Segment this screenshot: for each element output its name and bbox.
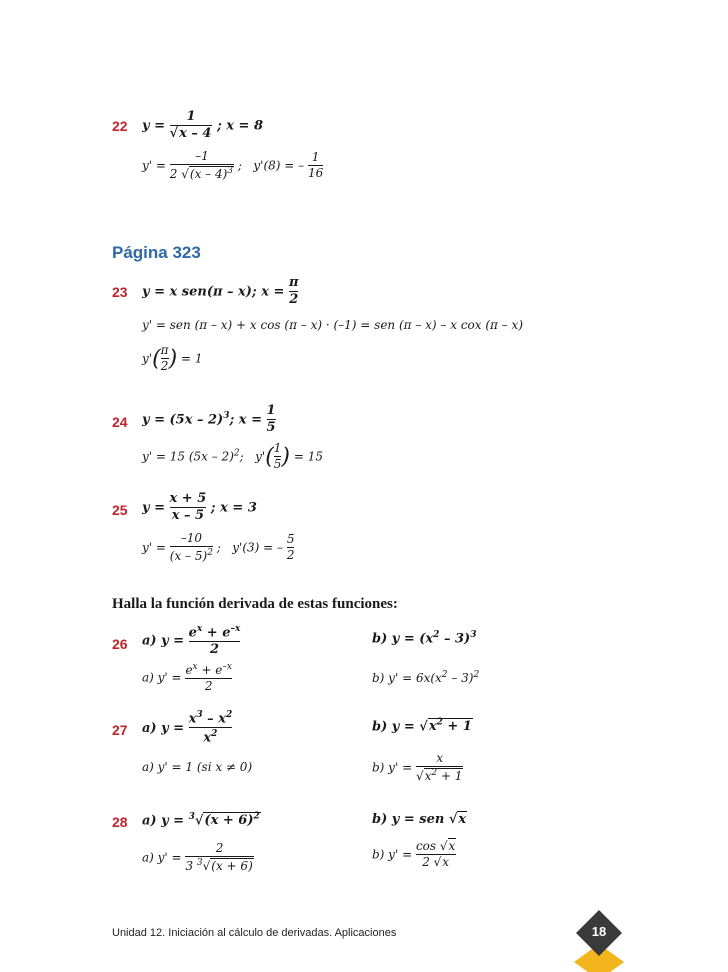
exercise-part-b: b) $y = √x^2 + 1$ bbox=[372, 718, 472, 735]
exercise-statement: y = (5x – 2)$^3$; x = $\frac{1}{5}$ bbox=[142, 403, 276, 435]
exercise-solution: y' = $\frac{-1}{2 √(x - 4)^3}$ ; y'(8) = – $\frac{1}{16}$ bbox=[142, 149, 324, 181]
exercise-solution: y' = sen (π – x) + x cos (π – x) · (–1) = sen (π – x) – x cox (π – x) bbox=[142, 318, 523, 332]
instruction: Halla la función derivada de estas funciones: bbox=[112, 596, 398, 612]
exercise-solution-b: b) $y' = 6x(x^2 - 3)^2$ bbox=[372, 670, 480, 685]
exercise-solution: y' = $\frac{-10}{(x - 5)^2}$ ; y'(3) = – $\frac{5}{2}$ bbox=[142, 531, 295, 563]
exercise-number: 23 bbox=[112, 284, 128, 300]
exercise-number: 25 bbox=[112, 502, 128, 518]
exercise-solution-a: a) y' = $\frac{e^x + e^{-x}}{2}$ bbox=[142, 662, 232, 693]
footer-text: Unidad 12. Iniciación al cálculo de derivadas. Aplicaciones bbox=[112, 927, 397, 939]
exercise-part-a: a) y = $\frac{e^x + e^{-x}}{2}$ bbox=[142, 624, 241, 658]
exercise-number: 26 bbox=[112, 636, 128, 652]
exercise-statement: y = x sen(π – x); x = $\frac{\pi}{2}$ bbox=[142, 275, 299, 307]
exercise-part-a: a) y = $\frac{x^3 - x^2}{x^2}$ bbox=[142, 710, 233, 746]
exercise-number: 22 bbox=[112, 118, 128, 134]
exercise-number: 24 bbox=[112, 414, 128, 430]
exercise-solution-b: b) y' = $\frac{x}{√x^2 + 1}$ bbox=[372, 751, 463, 783]
exercise-part-a: a) $y = ^3√(x + 6)^2$ bbox=[142, 812, 260, 829]
exercise-part-b: b) $y = (x^2 - 3)^3$ bbox=[372, 630, 477, 647]
exercise-solution-a: a) y' = 1 (si x ≠ 0) bbox=[142, 760, 253, 774]
page-badge bbox=[574, 910, 624, 972]
exercise-solution-b: b) y' = $\frac{\cos √x}{2 √x}$ bbox=[372, 839, 456, 869]
exercise-statement: y = $\frac{x + 5}{x - 5}$ ; x = 3 bbox=[142, 491, 257, 523]
exercise-number: 27 bbox=[112, 722, 128, 738]
exercise-number: 28 bbox=[112, 814, 128, 830]
page-number: 18 bbox=[591, 924, 607, 939]
page-heading: Página 323 bbox=[112, 243, 201, 262]
exercise-solution: y'( $\frac{\pi}{2}$ ) = 1 bbox=[142, 343, 203, 373]
exercise-part-b: b) y = sen √x bbox=[372, 812, 467, 827]
exercise-solution: y' = 15 (5x – 2)$^2$; y'( $\frac{1}{5}$ ) = 15 bbox=[142, 441, 323, 471]
exercise-solution-a: a) y' = $\frac{2}{3 ^3√(x + 6)}$ bbox=[142, 841, 253, 873]
exercise-statement: y = $\frac{1}{√x - 4}$ ; x = 8 bbox=[142, 109, 264, 141]
